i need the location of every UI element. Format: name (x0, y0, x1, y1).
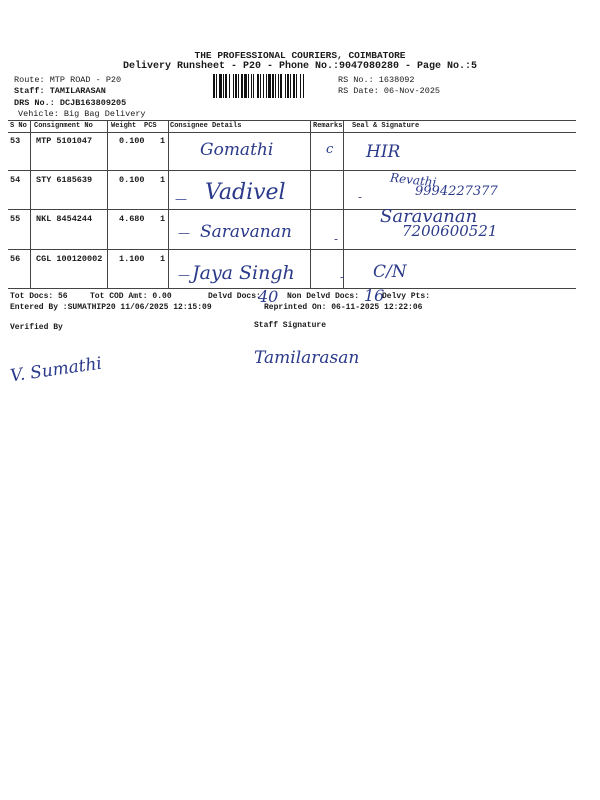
row-sno: 55 (10, 214, 21, 224)
company-title: THE PROFESSIONAL COURIERS, COIMBATORE (194, 50, 406, 61)
non-delivered-docs-label: Non Delvd Docs: (287, 292, 360, 301)
row-divider (8, 249, 576, 250)
col-seal: Seal & Signature (352, 122, 420, 130)
staff-text: Staff: TAMILARASAN (14, 86, 106, 96)
delivered-docs-handwriting: 40 (258, 287, 279, 306)
row-weight: 1.100 (119, 254, 145, 264)
row-divider (8, 170, 576, 171)
entered-by: Entered By :SUMATHIP20 11/06/2025 12:15:09 (10, 303, 212, 312)
route-text: Route: MTP ROAD - P20 (14, 75, 122, 85)
table-header-border (8, 132, 576, 133)
row-sno: 53 (10, 136, 21, 146)
reprinted-on: Reprinted On: 06-11-2025 12:22:06 (264, 303, 423, 312)
staff-signature: Tamilarasan (254, 348, 360, 368)
row-sno: 56 (10, 254, 21, 264)
seal-handwriting: HIR (366, 142, 401, 162)
consignee-handwriting: Gomathi (200, 140, 274, 160)
col-divider (30, 120, 31, 288)
delivery-points-label: Delvy Pts: (382, 292, 431, 301)
consignee-handwriting: Vadivel (205, 180, 286, 205)
staff-signature-label: Staff Signature (254, 321, 327, 330)
row-pcs: 1 (160, 175, 166, 185)
col-weight: Weight (111, 122, 137, 130)
seal-handwriting: Saravanan (380, 206, 478, 227)
remark-handwriting: c (326, 142, 334, 157)
remark-handwriting: - (340, 270, 345, 284)
verifier-signature: V. Sumathi (9, 353, 104, 387)
col-consignee: Consignee Details (170, 122, 242, 130)
row-divider (8, 209, 576, 210)
seal-phone-handwriting: 7200600521 (402, 222, 498, 240)
row-pcs: 1 (160, 136, 166, 146)
verified-by-label: Verified By (10, 323, 63, 332)
col-divider (107, 120, 108, 288)
delivered-docs-label: Delvd Docs: (208, 292, 261, 301)
vehicle-text: Vehicle: Big Bag Delivery (18, 109, 146, 119)
row-consignment: MTP 5101047 (36, 136, 93, 146)
rs-number: RS No.: 1638092 (338, 75, 415, 85)
rs-date: RS Date: 06-Nov-2025 (338, 86, 441, 96)
col-sno: S No (10, 122, 27, 130)
row-consignment: CGL 100120002 (36, 254, 103, 264)
dash-mark: — (178, 226, 190, 240)
col-pcs: PCS (144, 122, 157, 130)
row-weight: 0.100 (119, 175, 145, 185)
dash-mark: — (178, 268, 190, 282)
row-pcs: 1 (160, 254, 166, 264)
col-divider (343, 120, 344, 288)
row-pcs: 1 (160, 214, 166, 224)
total-docs: Tot Docs: 56 (10, 292, 68, 301)
row-consignment: NKL 8454244 (36, 214, 93, 224)
total-cod-amount: Tot COD Amt: 0.00 (90, 292, 172, 301)
seal-phone-handwriting: 9994227377 (415, 184, 498, 199)
col-divider (310, 120, 311, 288)
col-consignment: Consignment No (34, 122, 93, 130)
consignee-handwriting: Saravanan (200, 222, 292, 242)
dash-mark: — (175, 192, 187, 206)
seal-handwriting: Revathi (389, 170, 438, 190)
barcode-image (213, 74, 333, 98)
non-delivered-docs-handwriting: 16 (364, 286, 385, 305)
remark-handwriting: - (334, 232, 339, 246)
table-top-border (8, 120, 576, 121)
row-sno: 54 (10, 175, 21, 185)
row-weight: 0.100 (119, 136, 145, 146)
seal-handwriting: C/N (373, 262, 407, 282)
consignee-handwriting: Jaya Singh (192, 262, 295, 284)
col-remarks: Remarks (313, 122, 343, 130)
remark-handwriting: - (358, 190, 363, 204)
runsheet-subtitle: Delivery Runsheet - P20 - Phone No.:9047080280 - Page No.:5 (122, 61, 478, 72)
col-divider (168, 120, 169, 288)
drs-number: DRS No.: DCJB163809205 (14, 98, 127, 108)
table-bottom-border (8, 288, 576, 289)
row-consignment: STY 6185639 (36, 175, 93, 185)
row-weight: 4.680 (119, 214, 145, 224)
